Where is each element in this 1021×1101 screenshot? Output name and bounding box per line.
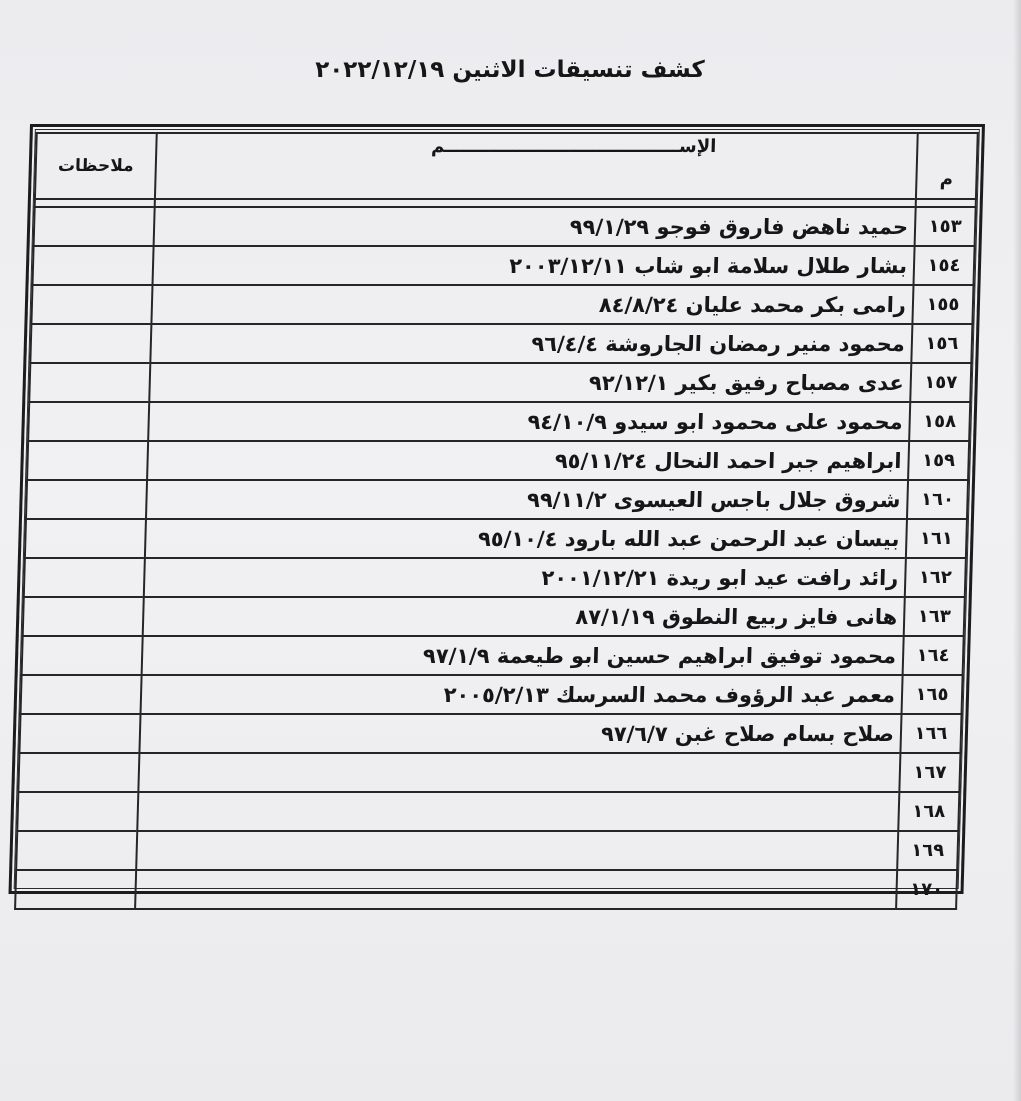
- row-number: ١٧٠: [896, 870, 957, 909]
- header-notes: ملاحظات: [35, 133, 157, 199]
- row-name: شروق جلال باجس العيسوى ٩٩/١١/٢: [146, 480, 908, 519]
- row-number: ١٦٨: [898, 792, 959, 831]
- header-number: م: [916, 133, 978, 199]
- page-title: كشف تنسيقات الاثنين ٢٠٢٢/١٢/١٩: [315, 57, 705, 83]
- row-number: ١٦٦: [900, 714, 961, 753]
- row-name: رامى بكر محمد عليان ٨٤/٨/٢٤: [151, 285, 913, 324]
- row-notes: [27, 441, 148, 480]
- row-notes: [16, 831, 137, 870]
- row-name: محمود توفيق ابراهيم حسين ابو طيعمة ٩٧/١/٩: [142, 636, 904, 675]
- row-notes: [28, 402, 149, 441]
- row-name: معمر عبد الرؤوف محمد السرسك ٢٠٠٥/٢/١٣: [141, 675, 903, 714]
- row-name: محمود على محمود ابو سيدو ٩٤/١٠/٩: [148, 402, 910, 441]
- row-number: ١٦٣: [904, 597, 965, 636]
- row-notes: [23, 597, 144, 636]
- row-number: ١٦٩: [897, 831, 958, 870]
- row-notes: [31, 285, 152, 324]
- row-number: ١٦٥: [902, 675, 963, 714]
- roster-table-frame: [8, 124, 985, 900]
- row-notes: [19, 714, 140, 753]
- gap-cell: [35, 199, 155, 207]
- table-row: [16, 831, 958, 870]
- table-row: [21, 675, 963, 714]
- header-name-label: الإســــــــــــــــــــــــــــــــــــــم: [430, 136, 717, 157]
- row-notes: [15, 870, 136, 909]
- row-name: [137, 792, 899, 831]
- table-row: [33, 246, 975, 285]
- table-row: [24, 558, 966, 597]
- row-number: ١٦٠: [907, 480, 968, 519]
- row-number: ١٦٧: [899, 753, 960, 792]
- row-number: ١٦٤: [903, 636, 964, 675]
- row-notes: [26, 480, 147, 519]
- row-name: عدى مصباح رفيق بكير ٩٢/١٢/١: [149, 363, 911, 402]
- roster-table: [14, 132, 979, 910]
- header-row: [35, 133, 978, 199]
- row-name: [135, 870, 897, 909]
- table-row: [34, 207, 976, 246]
- table-row: [25, 519, 967, 558]
- row-notes: [22, 636, 143, 675]
- row-name: [138, 753, 900, 792]
- row-notes: [25, 519, 146, 558]
- row-notes: [34, 207, 155, 246]
- row-notes: [24, 558, 145, 597]
- table-row: [31, 285, 973, 324]
- row-notes: [29, 363, 150, 402]
- row-name: بشار طلال سلامة ابو شاب ٢٠٠٣/١٢/١١: [153, 246, 915, 285]
- gap-cell: [916, 199, 976, 207]
- row-notes: [33, 246, 154, 285]
- row-notes: [21, 675, 142, 714]
- table-row: [22, 636, 964, 675]
- row-name: هانى فايز ربيع النطوق ٨٧/١/١٩: [143, 597, 905, 636]
- row-number: ١٦١: [906, 519, 967, 558]
- table-row: [30, 324, 972, 363]
- row-name: محمود منير رمضان الجاروشة ٩٦/٤/٤: [150, 324, 912, 363]
- row-name: حميد ناهض فاروق فوجو ٩٩/١/٢٩: [154, 207, 916, 246]
- row-name: ابراهيم جبر احمد النحال ٩٥/١١/٢٤: [147, 441, 909, 480]
- row-number: ١٦٢: [905, 558, 966, 597]
- row-number: ١٥٥: [912, 285, 973, 324]
- table-row: [23, 597, 965, 636]
- table-row: [17, 792, 959, 831]
- table-row: [18, 753, 960, 792]
- header-gap-row: [35, 199, 976, 207]
- table-row: [27, 441, 969, 480]
- table-row: [15, 870, 957, 909]
- table-row: [29, 363, 971, 402]
- page-edge-shadow: [1013, 0, 1021, 1101]
- row-notes: [17, 792, 138, 831]
- row-name: بيسان عبد الرحمن عبد الله بارود ٩٥/١٠/٤: [145, 519, 907, 558]
- gap-cell: [155, 199, 916, 207]
- table-row: [26, 480, 968, 519]
- header-name: [155, 133, 918, 199]
- table-row: [28, 402, 970, 441]
- row-name: رائد رافت عيد ابو ريدة ٢٠٠١/١٢/٢١: [144, 558, 906, 597]
- row-number: ١٥٣: [915, 207, 976, 246]
- row-notes: [30, 324, 151, 363]
- row-notes: [18, 753, 139, 792]
- row-number: ١٥٦: [911, 324, 972, 363]
- table-row: [19, 714, 961, 753]
- row-number: ١٥٤: [914, 246, 975, 285]
- row-name: صلاح بسام صلاح غبن ٩٧/٦/٧: [139, 714, 901, 753]
- row-number: ١٥٧: [910, 363, 971, 402]
- row-number: ١٥٨: [909, 402, 970, 441]
- row-name: [136, 831, 898, 870]
- row-number: ١٥٩: [908, 441, 969, 480]
